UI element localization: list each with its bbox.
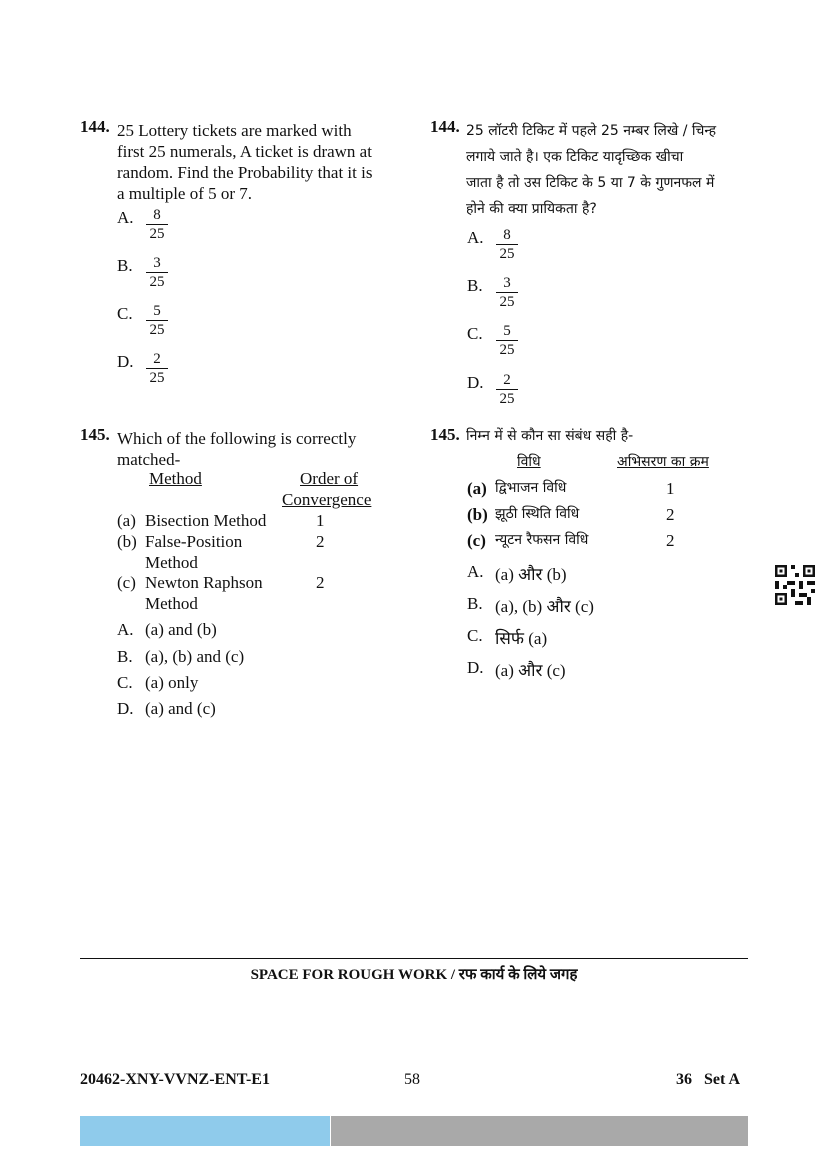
table-row-order: 2: [316, 532, 325, 551]
q145-en-text: [117, 428, 356, 470]
option-letter: B.: [467, 594, 483, 613]
table-row-label: (b): [467, 505, 488, 524]
q144-hi-line: 25 लॉटरी टिकिट में पहले 25 नम्बर लिखे / चिन्ह: [466, 123, 717, 139]
q144-en-line: 25 Lottery tickets are marked with: [117, 121, 352, 140]
footer-bar-right: [331, 1116, 748, 1146]
table-header-order: Order of: [300, 469, 359, 488]
option-letter: C.: [117, 673, 133, 692]
option-letter: A.: [467, 562, 484, 581]
option-fraction: $\frac{8}{25}$: [496, 227, 518, 264]
option-text: (a) and (c): [145, 699, 216, 718]
option-letter: C.: [117, 304, 133, 323]
table-row-order: 2: [666, 531, 675, 550]
table-row-label: (a): [467, 479, 487, 498]
table-header-method: Method: [149, 469, 202, 488]
table-row-method: झूठी स्थिति विधि: [495, 506, 580, 522]
option-fraction: $\frac{2}{25}$: [496, 372, 518, 409]
page-number: 58: [404, 1071, 420, 1088]
q144-en-line: a multiple of 5 or 7.: [117, 184, 253, 203]
option-text: (a) and (b): [145, 620, 217, 639]
option-text: (a) और (c): [495, 661, 566, 680]
option-text: (a), (b) और (c): [495, 597, 594, 616]
table-row-method: Bisection Method: [145, 511, 267, 530]
q145-en-line: matched-: [117, 450, 181, 469]
table-row-order: 1: [666, 479, 675, 498]
table-header-order: अभिसरण का क्रम: [617, 454, 709, 470]
option-letter: C.: [467, 324, 483, 343]
option-letter: D.: [117, 699, 134, 718]
footer-code: 20462-XNY-VVNZ-ENT-E1: [80, 1071, 270, 1088]
table-row-label: (b): [117, 532, 137, 551]
table-row-method: Method: [145, 553, 198, 572]
q144-hi-number: 144.: [430, 117, 460, 136]
option-text: (a), (b) and (c): [145, 647, 245, 666]
table-row-method: False-Position: [145, 532, 243, 551]
option-letter: D.: [467, 658, 484, 677]
option-letter: A.: [467, 228, 484, 247]
q145-hi-number: 145.: [430, 425, 460, 444]
option-letter: D.: [117, 352, 134, 371]
table-row-method: Newton Raphson: [145, 573, 263, 592]
option-letter: B.: [117, 647, 133, 666]
option-letter: D.: [467, 373, 484, 392]
option-fraction: $\frac{5}{25}$: [146, 303, 168, 340]
q144-hi-line: होने की क्या प्रायिकता है?: [466, 201, 597, 217]
table-row-label: (c): [467, 531, 486, 550]
option-letter: A.: [117, 208, 134, 227]
rough-work-label: SPACE FOR ROUGH WORK / रफ कार्य के लिये जगह: [250, 967, 578, 983]
q144-hi-line: जाता है तो उस टिकिट के 5 या 7 के गुणनफल में: [466, 175, 715, 191]
option-text: (a) only: [145, 673, 199, 692]
table-header-method: विधि: [517, 454, 541, 470]
q144-en-line: first 25 numerals, A ticket is drawn at: [117, 142, 372, 161]
q145-hi-text: निम्न में से कौन सा संबंध सही है-: [466, 428, 634, 444]
qr-code-icon: [775, 565, 815, 605]
q144-en-text: [117, 120, 372, 204]
option-letter: B.: [467, 276, 483, 295]
table-row-label: (a): [117, 511, 136, 530]
option-text: (a) और (b): [495, 565, 567, 584]
option-letter: A.: [117, 620, 134, 639]
q144-hi-text: [466, 118, 716, 222]
q144-en-number: 144.: [80, 117, 110, 136]
option-fraction: $\frac{8}{25}$: [146, 207, 168, 244]
q144-en-line: random. Find the Probability that it is: [117, 163, 373, 182]
table-header-order: Convergence: [282, 490, 372, 509]
table-row-order: 1: [316, 511, 325, 530]
option-fraction: $\frac{5}{25}$: [496, 323, 518, 360]
option-fraction: $\frac{2}{25}$: [146, 351, 168, 388]
table-row-order: 2: [666, 505, 675, 524]
option-letter: B.: [117, 256, 133, 275]
option-fraction: $\frac{3}{25}$: [146, 255, 168, 292]
option-letter: C.: [467, 626, 483, 645]
q145-en-line: Which of the following is correctly: [117, 429, 357, 448]
option-text: सिर्फ (a): [495, 629, 548, 648]
footer-set: 36 Set A: [676, 1071, 740, 1088]
q145-en-number: 145.: [80, 425, 110, 444]
table-row-method: द्विभाजन विधि: [495, 480, 567, 496]
option-fraction: $\frac{3}{25}$: [496, 275, 518, 312]
table-row-label: (c): [117, 573, 136, 592]
table-row-order: 2: [316, 573, 325, 592]
q144-hi-line: लगाये जाते है। एक टिकिट यादृच्छिक खीचा: [466, 149, 684, 165]
divider: [80, 958, 748, 959]
table-row-method: न्यूटन रैफसन विधि: [495, 532, 589, 548]
table-row-method: Method: [145, 594, 198, 613]
footer-bar-left: [80, 1116, 330, 1146]
